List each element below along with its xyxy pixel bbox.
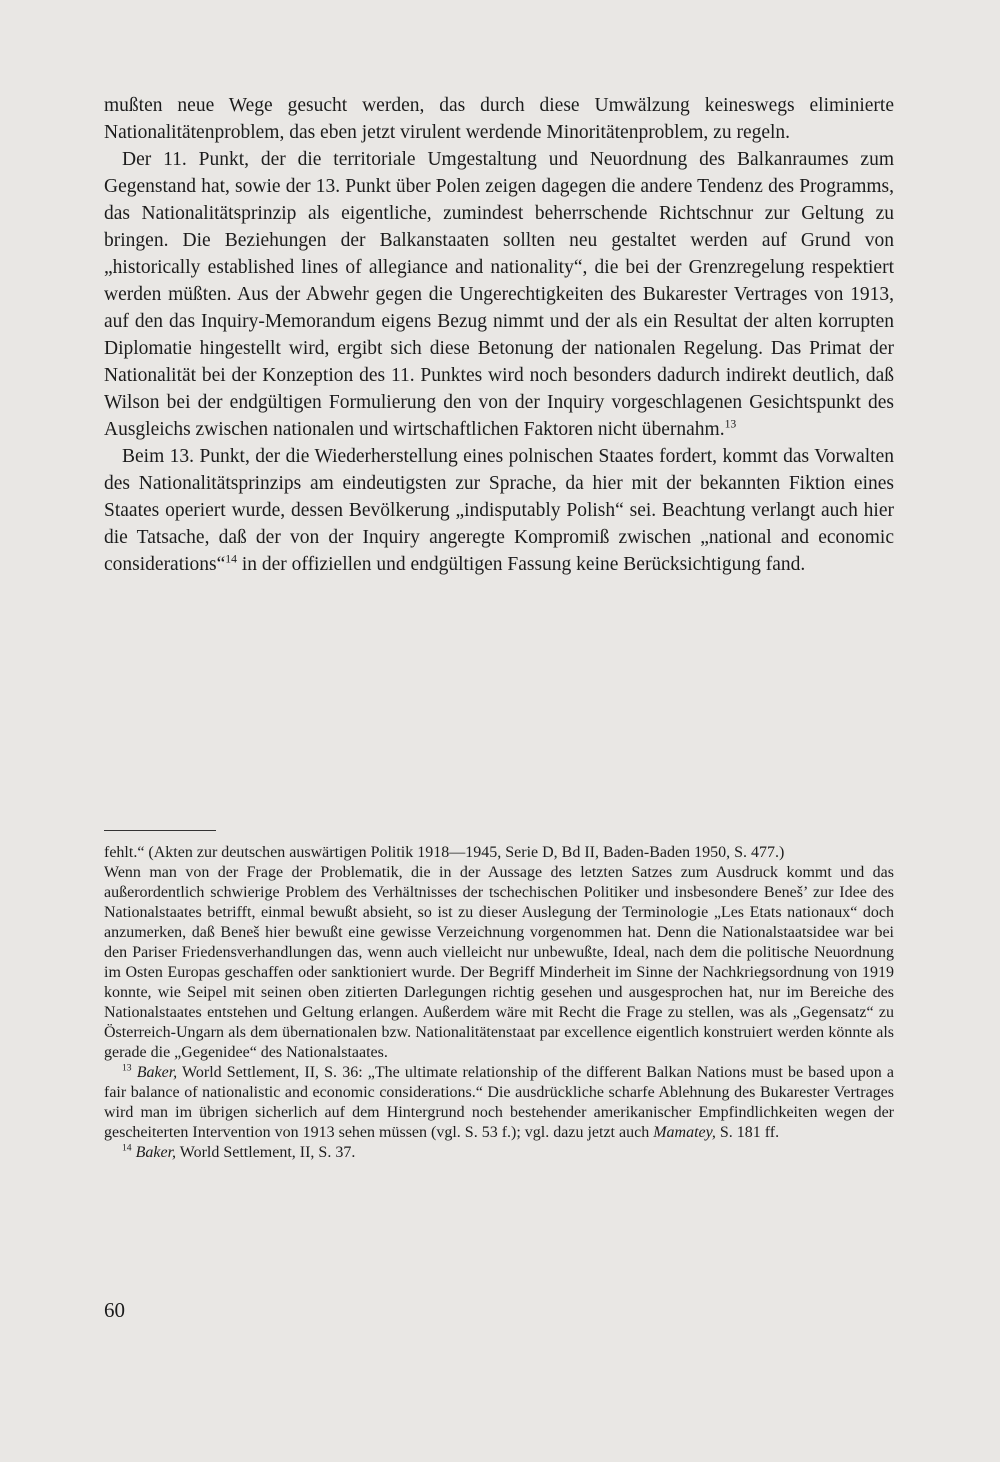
author-name: Mamatey,: [653, 1124, 716, 1141]
paragraph: [104, 92, 894, 146]
footnotes: [104, 843, 894, 1163]
footnote-13: [104, 1063, 894, 1143]
footnote-continuation: [104, 863, 894, 1063]
footnote-number: 14: [122, 1142, 132, 1154]
author-name: Baker,: [135, 1144, 177, 1161]
footnote-continuation: [104, 843, 894, 863]
main-text: [104, 92, 894, 578]
footnote-number: 13: [122, 1062, 132, 1074]
footnote-text: fehlt.“ (Akten zur deutschen auswärtigen Politik 1918—1945, Serie D, Bd II, Baden-Baden 1950, S. 477.): [104, 844, 785, 861]
footnote-text: World Settlement, II, S. 37.: [176, 1144, 356, 1161]
footnote-text: S. 181 ff.: [715, 1124, 780, 1141]
footnote-14: [104, 1143, 894, 1163]
paragraph-text: in der offiziellen und endgültigen Fassung keine Berücksichtigung fand.: [236, 554, 806, 575]
footnote-ref: 14: [225, 552, 237, 566]
paragraph-text: mußten neue Wege gesucht werden, das durch diese Umwälzung keineswegs eliminierte Nationalitätenproblem, das eben jetzt virulent werdende Minoritätenproblem, zu regeln.: [104, 95, 894, 143]
footnote-text: World Settlement, II, S. 36: „The ultimate relationship of the different Balkan Nations must be based upon a fair balance of nationalistic and economic considerations.“ Die ausdrückliche scharfe Ablehnung des Bukarester Vertrages wird man im übrigen sicherlich auf dem Hintergrund noch bestehender amerikanischer Empfindlichkeiten wegen der gescheiterten Intervention von 1913 sehen müssen (vgl. S. 53 f.); vgl. dazu jetzt auch: [104, 1064, 895, 1141]
footnote-ref: 13: [724, 417, 737, 431]
paragraph-text: Der 11. Punkt, der die territoriale Umgestaltung und Neuordnung des Balkanraumes zum Gegenstand hat, sowie der 13. Punkt über Polen zeigen dagegen die andere Tendenz des Programms, das Nationalitätsprinzip als eigentliche, zumindest beherrschende Richtschnur zur Geltung zu bringen. Die Beziehungen der Balkanstaaten sollten neu gestaltet werden auf Grund von „historically established lines of allegiance and nationality“, die bei der Grenzregelung respektiert werden müßten. Aus der Abwehr gegen die Ungerechtigkeiten des Bukarester Vertrages von 1913, auf den das Inquiry-Memorandum eigens Bezug nimmt und der als ein Resultat der alten korrupten Diplomatie hingestellt wird, ergibt sich diese Betonung der nationalen Regelung. Das Primat der Nationalität bei der Konzeption des 11. Punktes wird noch besonders dadurch indirekt deutlich, daß Wilson bei der endgültigen Formulierung den von der Inquiry vorgeschlagenen Gesichtspunkt des Ausgleichs zwischen nationalen und wirtschaftlichen Faktoren nicht übernahm.: [104, 149, 894, 440]
paragraph-text: Beim 13. Punkt, der die Wiederherstellung eines polnischen Staates fordert, kommt das Vorwalten des Nationalitätsprinzips am eindeutigsten zur Sprache, da hier mit der bekannten Fiktion eines Staates operiert wurde, dessen Bevölkerung „indisputably Polish“ sei. Beachtung verlangt auch hier die Tatsache, daß der von der Inquiry angeregte Kompromiß zwischen „national and economic considerations“: [104, 446, 894, 575]
footnote-divider: [104, 830, 216, 831]
author-name: Baker,: [136, 1064, 178, 1081]
footnote-text: Wenn man von der Frage der Problematik, die in der Aussage des letzten Satzes zum Ausdruck kommt und das außerordentlich schwierige Problem des Verhältnisses der tschechischen Politiker und insbesondere Beneš’ zur Idee des Nationalstaates betrifft, einmal bewußt absieht, so ist zu dieser Auslegung der Terminologie „Les Etats nationaux“ doch anzumerken, daß Beneš hier bewußt eine gewisse Verzeichnung vorgenommen hat. Denn die Nationalstaatsidee war bei den Pariser Friedensverhandlungen das, wenn auch vielleicht nur unbewußte, Ideal, nach dem die politische Neuordnung im Osten Europas geschaffen oder sanktioniert wurde. Der Begriff Minderheit im Sinne der Nachkriegsordnung von 1919 konnte, wie Seipel mit seinen oben zitierten Darlegungen richtig gesehen und ausgesprochen hat, nur im Bereiche des Nationalstaates entstehen und Geltung erlangen. Außerdem wäre mit Recht die Frage zu stellen, was als „Gegensatz“ zu Österreich-Ungarn als dem übernationalen bzw. Nationalitätenstaat par excellence eigentlich konstruiert werden könnte als gerade die „Gegenidee“ des Nationalstaates.: [104, 864, 894, 1061]
paragraph: [104, 443, 894, 578]
page-number: 60: [104, 1298, 125, 1322]
paragraph: [104, 146, 894, 443]
